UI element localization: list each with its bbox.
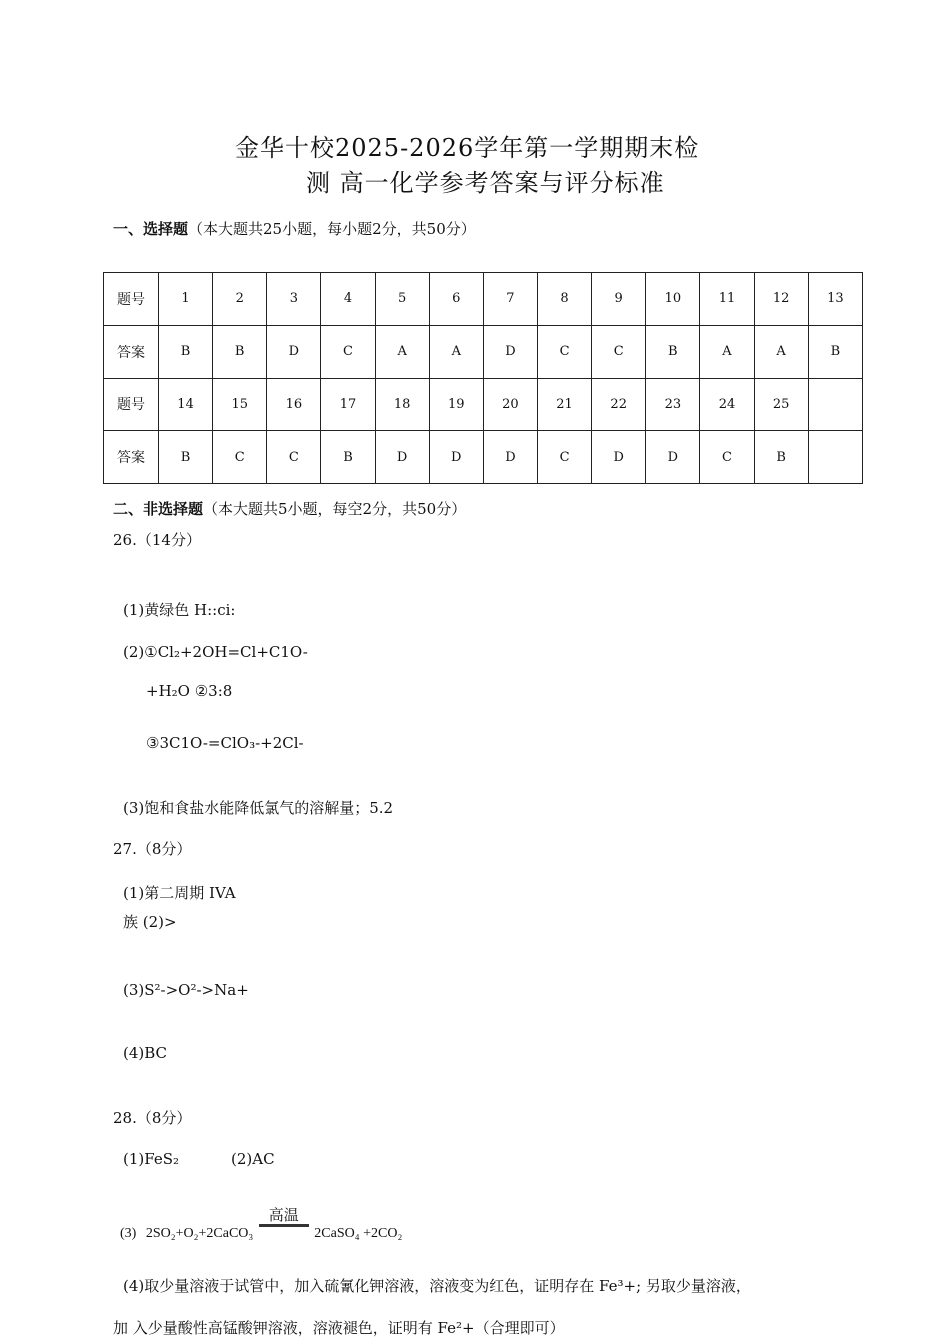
table-cell: C xyxy=(321,325,375,378)
q28-header: 28.（8分） xyxy=(113,1109,192,1127)
table-cell: 2 xyxy=(213,273,267,326)
q26-part3: (3)饱和食盐水能降低氯气的溶解量；5.2 xyxy=(123,799,394,817)
q27-part4: (4)BC xyxy=(123,1044,168,1062)
table-cell: C xyxy=(267,431,321,484)
table-cell: B xyxy=(754,431,808,484)
table-row xyxy=(104,325,863,378)
table-cell: 16 xyxy=(267,378,321,431)
q26-part2-line3: ③3C1O-=ClO₃-+2Cl- xyxy=(146,734,304,752)
table-cell: B xyxy=(213,325,267,378)
table-cell: D xyxy=(267,325,321,378)
table-cell: 24 xyxy=(700,378,754,431)
page-title-line1: 金华十校2025-2026学年第一学期期末检 xyxy=(235,134,700,162)
table-row xyxy=(104,431,863,484)
q28-part4-line2: 加 入少量酸性高锰酸钾溶液，溶液褪色，证明有 Fe²+（合理即可） xyxy=(113,1319,565,1337)
table-cell: 7 xyxy=(483,273,537,326)
q27-part1-line1: (1)第二周期 IVA xyxy=(123,884,236,902)
table-cell: 18 xyxy=(375,378,429,431)
table-cell: 14 xyxy=(159,378,213,431)
table-cell: 22 xyxy=(592,378,646,431)
table-cell: 17 xyxy=(321,378,375,431)
table-cell: B xyxy=(159,325,213,378)
table-cell xyxy=(808,378,862,431)
equation-products: 2CaSO₄ +2CO₂ xyxy=(314,1226,403,1241)
section2-title: 二、非选择题 xyxy=(113,500,204,518)
q26-part2-line2: +H₂O ②3:8 xyxy=(146,682,233,700)
table-cell: C xyxy=(537,325,591,378)
section1-heading xyxy=(113,218,476,239)
table-cell: 15 xyxy=(213,378,267,431)
section1-title: 一、选择题 xyxy=(113,220,189,238)
q26-header: 26.（14分） xyxy=(113,531,201,549)
table-cell: 20 xyxy=(483,378,537,431)
table-cell: 10 xyxy=(646,273,700,326)
table-cell: D xyxy=(429,431,483,484)
table-cell: 6 xyxy=(429,273,483,326)
table-cell: 8 xyxy=(537,273,591,326)
table-cell: D xyxy=(646,431,700,484)
table-cell: C xyxy=(537,431,591,484)
q28-part4-line1: (4)取少量溶液于试管中，加入硫氰化钾溶液，溶液变为红色，证明存在 Fe³+; 另取少量溶液， xyxy=(123,1277,751,1295)
table-cell xyxy=(808,431,862,484)
table-cell: A xyxy=(700,325,754,378)
table-cell: B xyxy=(646,325,700,378)
condition-label: 高温 xyxy=(268,1208,299,1224)
table-cell: 4 xyxy=(321,273,375,326)
table-cell: 9 xyxy=(592,273,646,326)
table-cell: B xyxy=(321,431,375,484)
table-cell: A xyxy=(429,325,483,378)
table-cell: A xyxy=(375,325,429,378)
table-row xyxy=(104,378,863,431)
table-cell: C xyxy=(592,325,646,378)
reaction-condition xyxy=(259,1208,309,1242)
q26-part2-line1: (2)①Cl₂+2OH=Cl+C1O- xyxy=(123,643,308,661)
answer-table xyxy=(103,272,863,484)
table-label-answer: 答案 xyxy=(104,431,159,484)
table-cell: 3 xyxy=(267,273,321,326)
equals-bar xyxy=(259,1224,309,1227)
table-cell: A xyxy=(754,325,808,378)
q28-part1: (1)FeS₂ xyxy=(123,1150,180,1168)
table-label-question: 题号 xyxy=(104,378,159,431)
table-cell: 1 xyxy=(159,273,213,326)
table-cell: C xyxy=(700,431,754,484)
table-cell: 23 xyxy=(646,378,700,431)
page-title-line2: 测 高一化学参考答案与评分标准 xyxy=(306,169,665,197)
q26-part1: (1)黄绿色 H::ci: xyxy=(123,601,236,619)
table-cell: D xyxy=(375,431,429,484)
table-cell: 19 xyxy=(429,378,483,431)
table-cell: D xyxy=(483,325,537,378)
table-label-answer: 答案 xyxy=(104,325,159,378)
table-cell: C xyxy=(213,431,267,484)
table-cell: D xyxy=(483,431,537,484)
table-cell: D xyxy=(592,431,646,484)
q27-part1-line2: 族 (2)> xyxy=(123,913,177,931)
q28-part3-label: (3) xyxy=(120,1226,137,1241)
table-cell: 21 xyxy=(537,378,591,431)
q27-header: 27.（8分） xyxy=(113,840,192,858)
section2-note: （本大题共5小题，每空2分，共50分） xyxy=(203,500,467,518)
equation-reactants: 2SO₂+O₂+2CaCO₃ xyxy=(145,1226,254,1241)
table-cell: 12 xyxy=(754,273,808,326)
table-label-question: 题号 xyxy=(104,273,159,326)
q28-part2: (2)AC xyxy=(231,1150,275,1168)
table-cell: 25 xyxy=(754,378,808,431)
table-cell: 5 xyxy=(375,273,429,326)
table-row xyxy=(104,273,863,326)
table-cell: 13 xyxy=(808,273,862,326)
q28-part3-equation xyxy=(120,1208,403,1242)
section2-heading xyxy=(113,498,466,519)
table-cell: B xyxy=(159,431,213,484)
q27-part3: (3)S²->O²->Na+ xyxy=(123,981,249,999)
table-cell: 11 xyxy=(700,273,754,326)
table-cell: B xyxy=(808,325,862,378)
section1-note: （本大题共25小题，每小题2分，共50分） xyxy=(188,220,476,238)
